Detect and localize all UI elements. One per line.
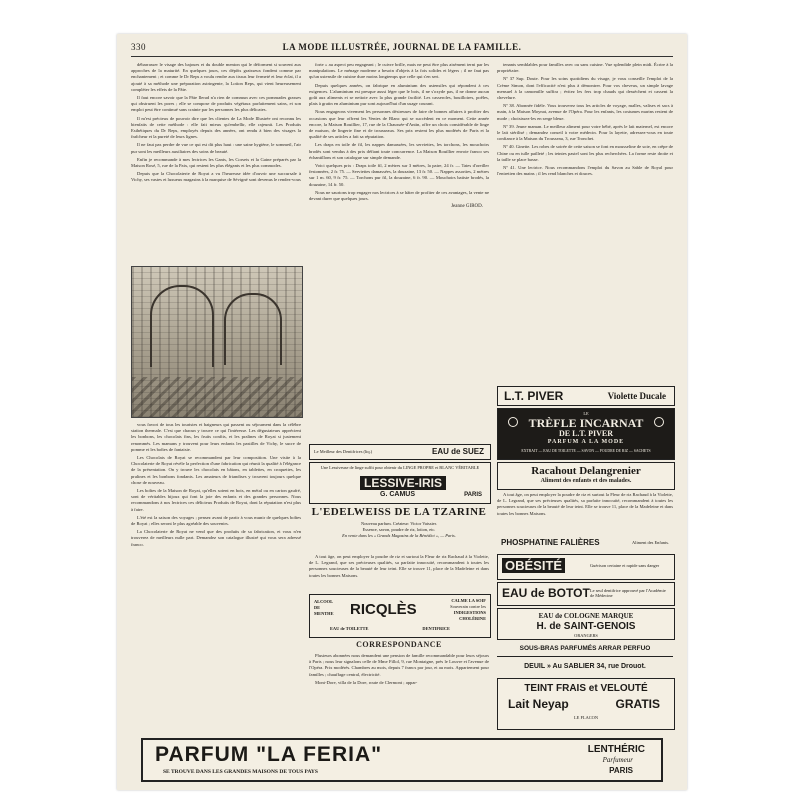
paragraph: Nº 38. Abonnée fidèle. Vous trouverez tous les articles de voyage, malles, valises et sacs à main, à la Maison Moynat, avenue de l'Opéra. Pour les enfants, les costumes marins restent de mode ; choisissez-les en serge bleue. [497,103,673,121]
ad-brand: EAU de SUEZ [431,447,484,456]
paragraph: A tout âge, on peut employer la poudre de riz et surtout la Fleur de riz Rachaud à la Violette, de L. Legrand, que ses précieuses qualités, sa parfaite innocuité, recommandent à toutes les personnes soucieuses de la beauté de leur teint. Elle se trouve 11, place de la Madeleine et dans toutes les bonnes Maisons. [497,492,673,516]
ad-text: Le seul dentifrice approuvé par l'Académie de Médecine [590,588,666,599]
ad-text: LE FLACON [573,715,599,720]
ad-text: Nouveau parfum. Créateur: Victor Vaissier. [361,521,437,526]
ad-text: MENTHE [314,611,334,616]
paragraph: L'été est la saison des voyages ; pensez avant de partir à vous munir de quelques boîtes de Royat ; elles seront le plus agréable des souvenirs. [131,514,301,527]
paragraph: A tout âge, on peut employer la poudre de riz et surtout la Fleur de riz Rachaud à la Violette, de L. Legrand, que ses précieuses qualités, sa parfaite innocuité, recommandent à toutes les personnes soucieuses de la beauté de leur teint. Elle se trouve 11, place de la Madeleine et dans toutes les bonnes Maisons. [309,554,489,578]
arch-shape [224,293,282,365]
paragraph: tenants semblables pour familles avec ou sans cuisine. Vue splendide plein midi. Écrire à la propriétaire. [497,62,673,74]
ad-text: LE [583,411,589,416]
arch-shape [150,285,214,367]
paragraph: Nous ne saurions trop engager nos lectrices à se hâter de profiter de ces avantages, la vente ne devant durer que quelques jours. [309,189,489,202]
ad-brand: LESSIVE-IRIS [360,476,446,490]
ad-text: DENTIFRICE [422,626,450,631]
ad-text: INDIGESTIONS [453,610,486,615]
paragraph: Les draps en toile de fil, les nappes damassées, les serviettes, les torchons, les mouchoirs brodés sont vendus à des prix défiant toute concurrence. La Maison Rouillier envoie franco ses échantillons et son catalogue sur simple demande. [309,142,489,160]
ad-text: Guérison certaine et rapide sans danger [590,563,660,568]
ad-maker: DE L.T. PIVER [558,429,614,438]
floor-shading [132,377,302,417]
paragraph: Les boîtes de la Maison de Royat, qu'elles soient en bois, en métal ou en carton gaufré, sont de véritables bijoux qui font la joie des enfants et des grandes personnes. Nous recommandons à nos lectrices ces délicieux Produits de Royat, dont la réputation n'est plus à faire. [131,488,301,512]
ad-trefle-incarnat [497,408,675,460]
right-column [497,62,673,382]
middle-text-fragment [309,554,489,590]
ad-text: En vente dans les « Grands Magasins de la Bénédict », — Paris. [342,533,456,538]
ad-city: PARIS [609,766,633,775]
ad-text: Une Lessiveuse de linge suffit pour obtenir du LINGE PROPRE et BLANC VÉRITABLE [320,465,480,470]
ad-parfum-la-feria [141,738,663,782]
ad-brand: PARFUM "LA FERIA" [155,743,383,766]
ad-brand: TEINT FRAIS et VELOUTÉ [524,683,648,694]
ad-brand: L'EDELWEISS DE LA TZARINE [311,506,487,518]
paragraph: Les Chocolats de Royat se recommandent par leur composition. Une visite à la Chocolaterie de Royat révèle la perfection d'une fabrication qui réunit la qualité à l'élégance de la présentation. On y trouve les chocolats en bâtons, en tablettes, en croquettes, les pralines et les bonbons fondants. Les amateurs de friandises y trouvent toujours quelque chose de nouveau. [131,455,301,485]
ad-obesite [497,554,675,580]
ad-edelweiss [309,506,489,550]
ad-sous-bras [497,642,673,657]
ad-brand: PHOSPHATINE FALIÈRES [501,538,600,547]
paragraph: vous favori de tous les touristes et baigneurs qui passent ou séjournent dans la célèbre station thermale. C'est que chacun y trouve ce qui l'intéresse. Les dégustateurs apprécient les bonbons, les chocolats fins, les fruits confits, et les pralines de Royat si justement renommés. Les mamans y trouvent pour leurs enfants les pastilles de Vichy, le sucre de pomme et les boîtes de fantaisie. [131,422,301,452]
paragraph: Il m'est précieux de pouvoir dire que les clientes de La Mode Illustrée ont reconnu les bienfaits de cette méthode : elle fait mieux qu'embellir, elle rajeunit. Les Produits Esthétiques du Dr Reps, employés depuis des années, ont rendu à bien des visages la fraîcheur et la pureté de leurs lignes. [131,115,301,140]
left-column-bottom [131,422,301,722]
paragraph: Depuis que la Chocolaterie de Royat a vu l'heureuse idée d'ouvrir une succursale à Vichy, ses vastes et luxueux magasins à la marquise de Sévigné sont devenus le rendez-vous [131,171,301,183]
paragraph: Nº 39. Jeune maman. Le meilleur aliment pour votre bébé, après le lait maternel, est encore le lait stérilisé ; demandez conseil à votre médecin. Pour la layette, adressez-vous en toute confiance à la Maison du Trousseau, 3, rue Tronchet. [497,123,673,142]
ad-maker-title: Parfumeur [602,756,633,764]
ad-brand: H. de SAINT-GENOIS [536,621,636,632]
ad-ricqles [309,594,491,638]
ad-maker: G. CAMUS [380,491,415,498]
right-text-fragment [497,492,673,532]
left-column-top [131,62,301,262]
ad-text: EAU de COLOGNE MARQUE [538,612,634,620]
ad-tagline: Aliment des enfants et des malades. [540,478,632,484]
ad-maker: LENTHÉRIC [587,744,645,755]
ad-text: EAU de TOILETTE [330,626,369,631]
ad-text: CALME LA SOIF [451,598,486,603]
magazine-page [117,34,687,790]
ad-phosphatine [497,536,673,550]
ad-text: GRATIS [615,697,660,711]
ad-saint-genois [497,608,675,640]
engraving-illustration [131,266,303,418]
ad-eau-de-suez [309,444,491,460]
ad-text: Essence, savon, poudre de riz, lotion, etc. [362,527,436,532]
ad-text: CHOLÉRINE [459,616,486,621]
ad-racahout [497,462,675,490]
ad-brand: L.T. PIVER [504,389,564,403]
paragraph: Voici quelques prix : Draps toile fil, 2 mètres sur 3 mètres, la paire, 24 fr. — Taies d'oreiller festonnées, 2 fr. 75. — Serviettes damassées, la douzaine, 13 fr. 50. — Nappes assorties, 2 mètres sur 1 m. 60, 9 fr. 75. — Torchons pur fil, la douzaine, 6 fr. 90. — Mouchoirs batiste brodés, la douzaine, 14 fr. 50. [309,163,489,187]
paragraph: Nº 41. Une lectrice. Nous recommandons l'emploi du Savon au Sable de Royal pour l'entretien des mains ; il les rend blanches et douces. [497,165,673,177]
author-signature: Jeanne GIROD. [451,204,483,210]
paragraph: forte » au aspect peu engageant ; le cuivre brille, mais ne peut être plus aisément terni par les manipulations. Le ménage moderne a besoin d'objets à la fois solides et légers ; il ne faut pas qu'un ustensile de cuisine dure moins longtemps que celle qui s'en sert. [309,62,489,80]
page-number: 330 [131,42,146,52]
paragraph: Nº 37 Sup. Doute. Pour les soins quotidiens du visage, je vous conseille l'emploi de la Crème Simon, dont l'efficacité n'est plus à démontrer. Pour vos cheveux, un simple lavage mensuel à la camomille suffira ; évitez les fers trop chauds qui dessèchent et cassent la chevelure. [497,76,673,101]
ad-product: Lait Neyap [508,697,569,711]
ad-brand: EAU de BOTOT [502,586,590,600]
paragraph: Depuis quelques années, on fabrique en aluminium des ustensiles qui répondent à ces exigences. L'aluminium est presque aussi léger que le bois, il ne s'oxyde pas, il ne donne aucun goût aux aliments et se nettoie avec la plus grande facilité. Les casseroles, bouilloires, poêles, plats à gratin en aluminium pur sont aujourd'hui d'un usage courant. [309,82,489,107]
paragraph: débarrasser le visage des bajoues et du double menton qui le déforment si souvent aux approches de la maturité. En quelques jours, ces dépôts graisseux fondent comme par enchantement ; et comme le Dr Reps a voulu rendre aux tissus leur fermeté et leur éclat, il a ajouté à sa méthode une préparation astringente, la Lotion Reps, qui vient heureusement compléter les effets de la Pâte. [131,62,301,92]
ad-text: ORANGERS [574,633,598,638]
ad-text: EXTRAIT — EAU DE TOILETTE — SAVON — POUDRE DE RIZ — SACHETS [521,449,651,453]
ad-teint-frais [497,678,675,730]
ad-brand: OBÉSITÉ [502,558,565,573]
paragraph: Enfin je recommande à mes lectrices les Gants, les Corsets et la Gaine préparés par la Maison Rosé, 5, rue de la Paix, qui restent les plus élégants et les plus commodes. [131,156,301,169]
paragraph: Nº 40. Ginette. Les robes de soirée de cette saison se font en mousseline de soie, en crêpe de Chine ou en tulle pailleté ; les teintes pastel sont les plus recherchées. La forme reste droite et la taille se place basse. [497,144,673,162]
section-title: CORRESPONDANCE [356,640,442,649]
ad-botot [497,582,675,606]
ad-text: PARFUM A LA MODE [547,439,625,445]
ad-text: DE [314,605,321,610]
ad-text: Le Meilleur des Dentifrices (liq.) [314,449,373,454]
ad-lessive-iris [309,462,491,504]
header-rule [131,56,673,57]
journal-title: LA MODE ILLUSTRÉE, JOURNAL DE LA FAMILLE. [282,42,522,52]
paragraph: Mont-Dore, villa de la Dore, route de Clermont ; appar- [315,679,418,685]
paragraph: Plusieurs abonnées nous demandent une pension de famille recommandable pour leurs séjours à Paris ; nous leur signalons celle de Mme Fillol, 9, rue Montaigne, près le Louvre et l'avenue de l'Opéra. Prix modérés. Chambres au mois, depuis 7 francs par jour, et au mois. Appartement pour familles ; chauffage central, électricité. [309,653,489,677]
paragraph: Il ne faut pas perdre de vue ce qui est dit plus haut : une saine hygiène, le sommeil, l'air pur sont les meilleurs auxiliaires des soins de beauté. [131,142,301,154]
paragraph: Il faut encore savoir que la Pâte Ilerad n'a rien de commun avec ces pommades grasses qui obstruent les pores ; elle se compose de produits végétaux parfaitement sains, et son emploi peut être continué sans crainte par les personnes les plus délicates. [131,95,301,113]
ad-brand: DEUIL » Au SABLIER 34, rue Drouot. [524,663,646,670]
ad-text: ALCOOL [314,599,334,604]
paragraph: La Chocolaterie de Royat ne vend que des produits de sa fabrication, et vous n'en trouverez de meilleurs nulle part. Demandez son catalogue illustré qui vous sera adressé franco. [131,529,301,547]
ad-product: Violette Ducale [607,391,666,401]
ad-piver [497,386,675,406]
middle-column [309,62,489,436]
ad-brand: RICQLÈS [350,601,417,618]
ad-brand: TRÈFLE INCARNAT [528,416,644,430]
ad-tagline: Aliment des Enfants. [632,540,669,545]
ad-city: PARIS [464,492,482,498]
ad-text: SE TROUVE DANS LES GRANDES MAISONS DE TOUS PAYS [163,769,318,775]
page-header [131,42,673,56]
ad-brand: Racahout Delangrenier [531,465,641,477]
ad-text: SOUS-BRAS PARFUMÉS ARRAR PERFUO [519,645,651,652]
ad-deuil-sablier [497,660,673,674]
paragraph: Nous engageons vivement les personnes désireuses de faire de bonnes affaires à profiter des occasions que leur offrent les Ventes de Blanc qui se succèdent en ce moment. Cette année encore, la Maison Rouillier, 17, rue de la Chaussée-d'Antin, offre un choix considérable de linge de maison, de lingerie fine et de trousseaux. Ses prix restent les plus modérés de Paris et la qualité de ses articles a fait sa réputation. [309,109,489,140]
ad-text: Souverain contre les [450,604,486,609]
